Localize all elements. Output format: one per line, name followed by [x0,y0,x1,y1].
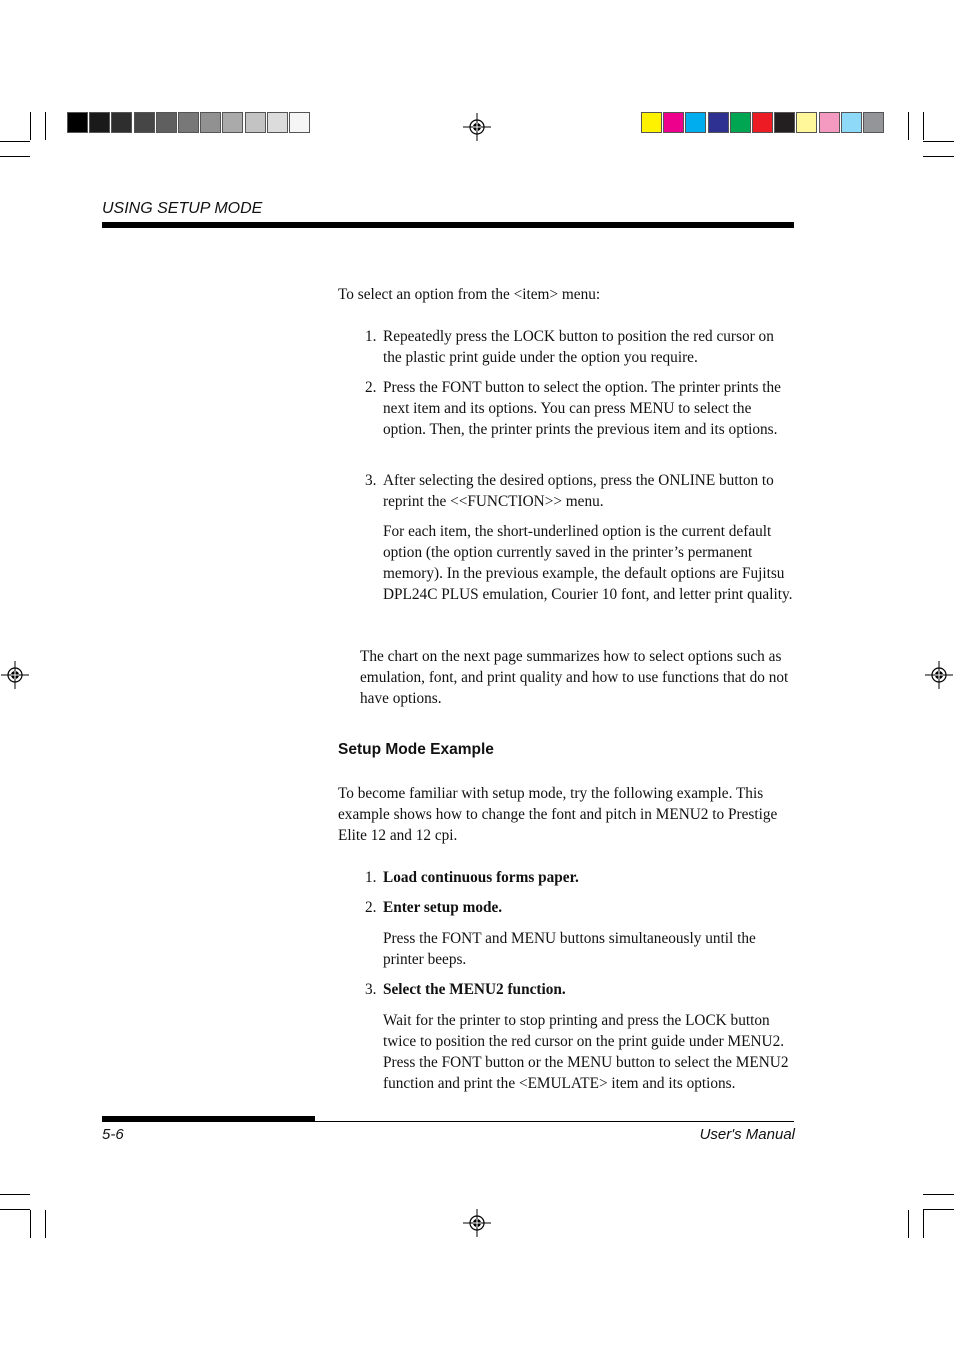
example-intro: To become familiar with setup mode, try the following example. This example shows how to change the font and pitch in MENU2 to Prestige Elite 12 and 12 cpi. [338,785,778,844]
registration-mark-bottom-icon [463,1209,491,1237]
intro-text: To select an option from the <item> menu: [338,286,601,303]
registration-mark-left-icon [1,661,29,689]
step-a1-text: Repeatedly press the LOCK button to position the red cursor on the plastic print guide under the option you require. [383,328,774,366]
section-title: USING SETUP MODE [102,200,263,217]
color-swatch [841,112,862,133]
color-swatch [774,112,795,133]
header-rule [102,222,794,228]
chart-note: The chart on the next page summarizes how to select options such as emulation, font, and print quality and how to use functions that do not have options. [360,648,789,707]
gray-swatch [156,112,177,133]
step-a2-number: 2. [365,379,377,396]
example-step2-detail: Press the FONT and MENU buttons simultaneously until the printer beeps. [383,930,756,968]
gray-swatch [111,112,132,133]
example-step3-detail: Wait for the printer to stop printing and press the LOCK button twice to position the red cursor on the print guide under MENU2. Press the FONT button or the MENU button to select the MENU2 function and print the <EMULATE> item and its options. [383,1012,789,1092]
gray-swatch [89,112,110,133]
step-a3-text: After selecting the desired options, press the ONLINE button to reprint the <<FUNCTION>> menu. [383,472,774,510]
example-step2-title: Enter setup mode. [383,899,503,916]
footer-rule-thin [102,1121,794,1122]
color-swatch [863,112,884,133]
step-a2-text: Press the FONT button to select the option. The printer prints the next item and its options. You can press MENU to select the option. Then, the printer prints the previous item and its options. [383,379,781,438]
example-step1-title: Load continuous forms paper. [383,869,579,886]
color-swatch [752,112,773,133]
gray-swatch [245,112,266,133]
footer-page-number: 5-6 [102,1126,124,1143]
example-step3-title: Select the MENU2 function. [383,981,566,998]
color-swatch [730,112,751,133]
color-swatch [796,112,817,133]
gray-swatch [222,112,243,133]
gray-swatch [200,112,221,133]
gray-swatch [67,112,88,133]
color-swatch [819,112,840,133]
example-step2-number: 2. [365,899,377,916]
example-step1-number: 1. [365,869,377,886]
default-option-note: For each item, the short-underlined option is the current default option (the option currently saved in the printer’s permanent memory). In the previous example, the default options are Fujitsu DPL24C PLUS emulation, Courier 10 font, and letter print quality. [383,523,793,603]
color-swatch [641,112,662,133]
step-a3-number: 3. [365,472,377,489]
color-swatch [663,112,684,133]
example-step3-number: 3. [365,981,377,998]
gray-swatch [134,112,155,133]
registration-mark-right-icon [925,661,953,689]
gray-swatch [178,112,199,133]
registration-mark-top-icon [463,113,491,141]
footer-manual-title: User's Manual [699,1126,795,1143]
example-heading: Setup Mode Example [338,741,494,758]
gray-swatch [289,112,310,133]
step-a1-number: 1. [365,328,377,345]
color-swatch [685,112,706,133]
color-swatch [708,112,729,133]
gray-swatch [267,112,288,133]
